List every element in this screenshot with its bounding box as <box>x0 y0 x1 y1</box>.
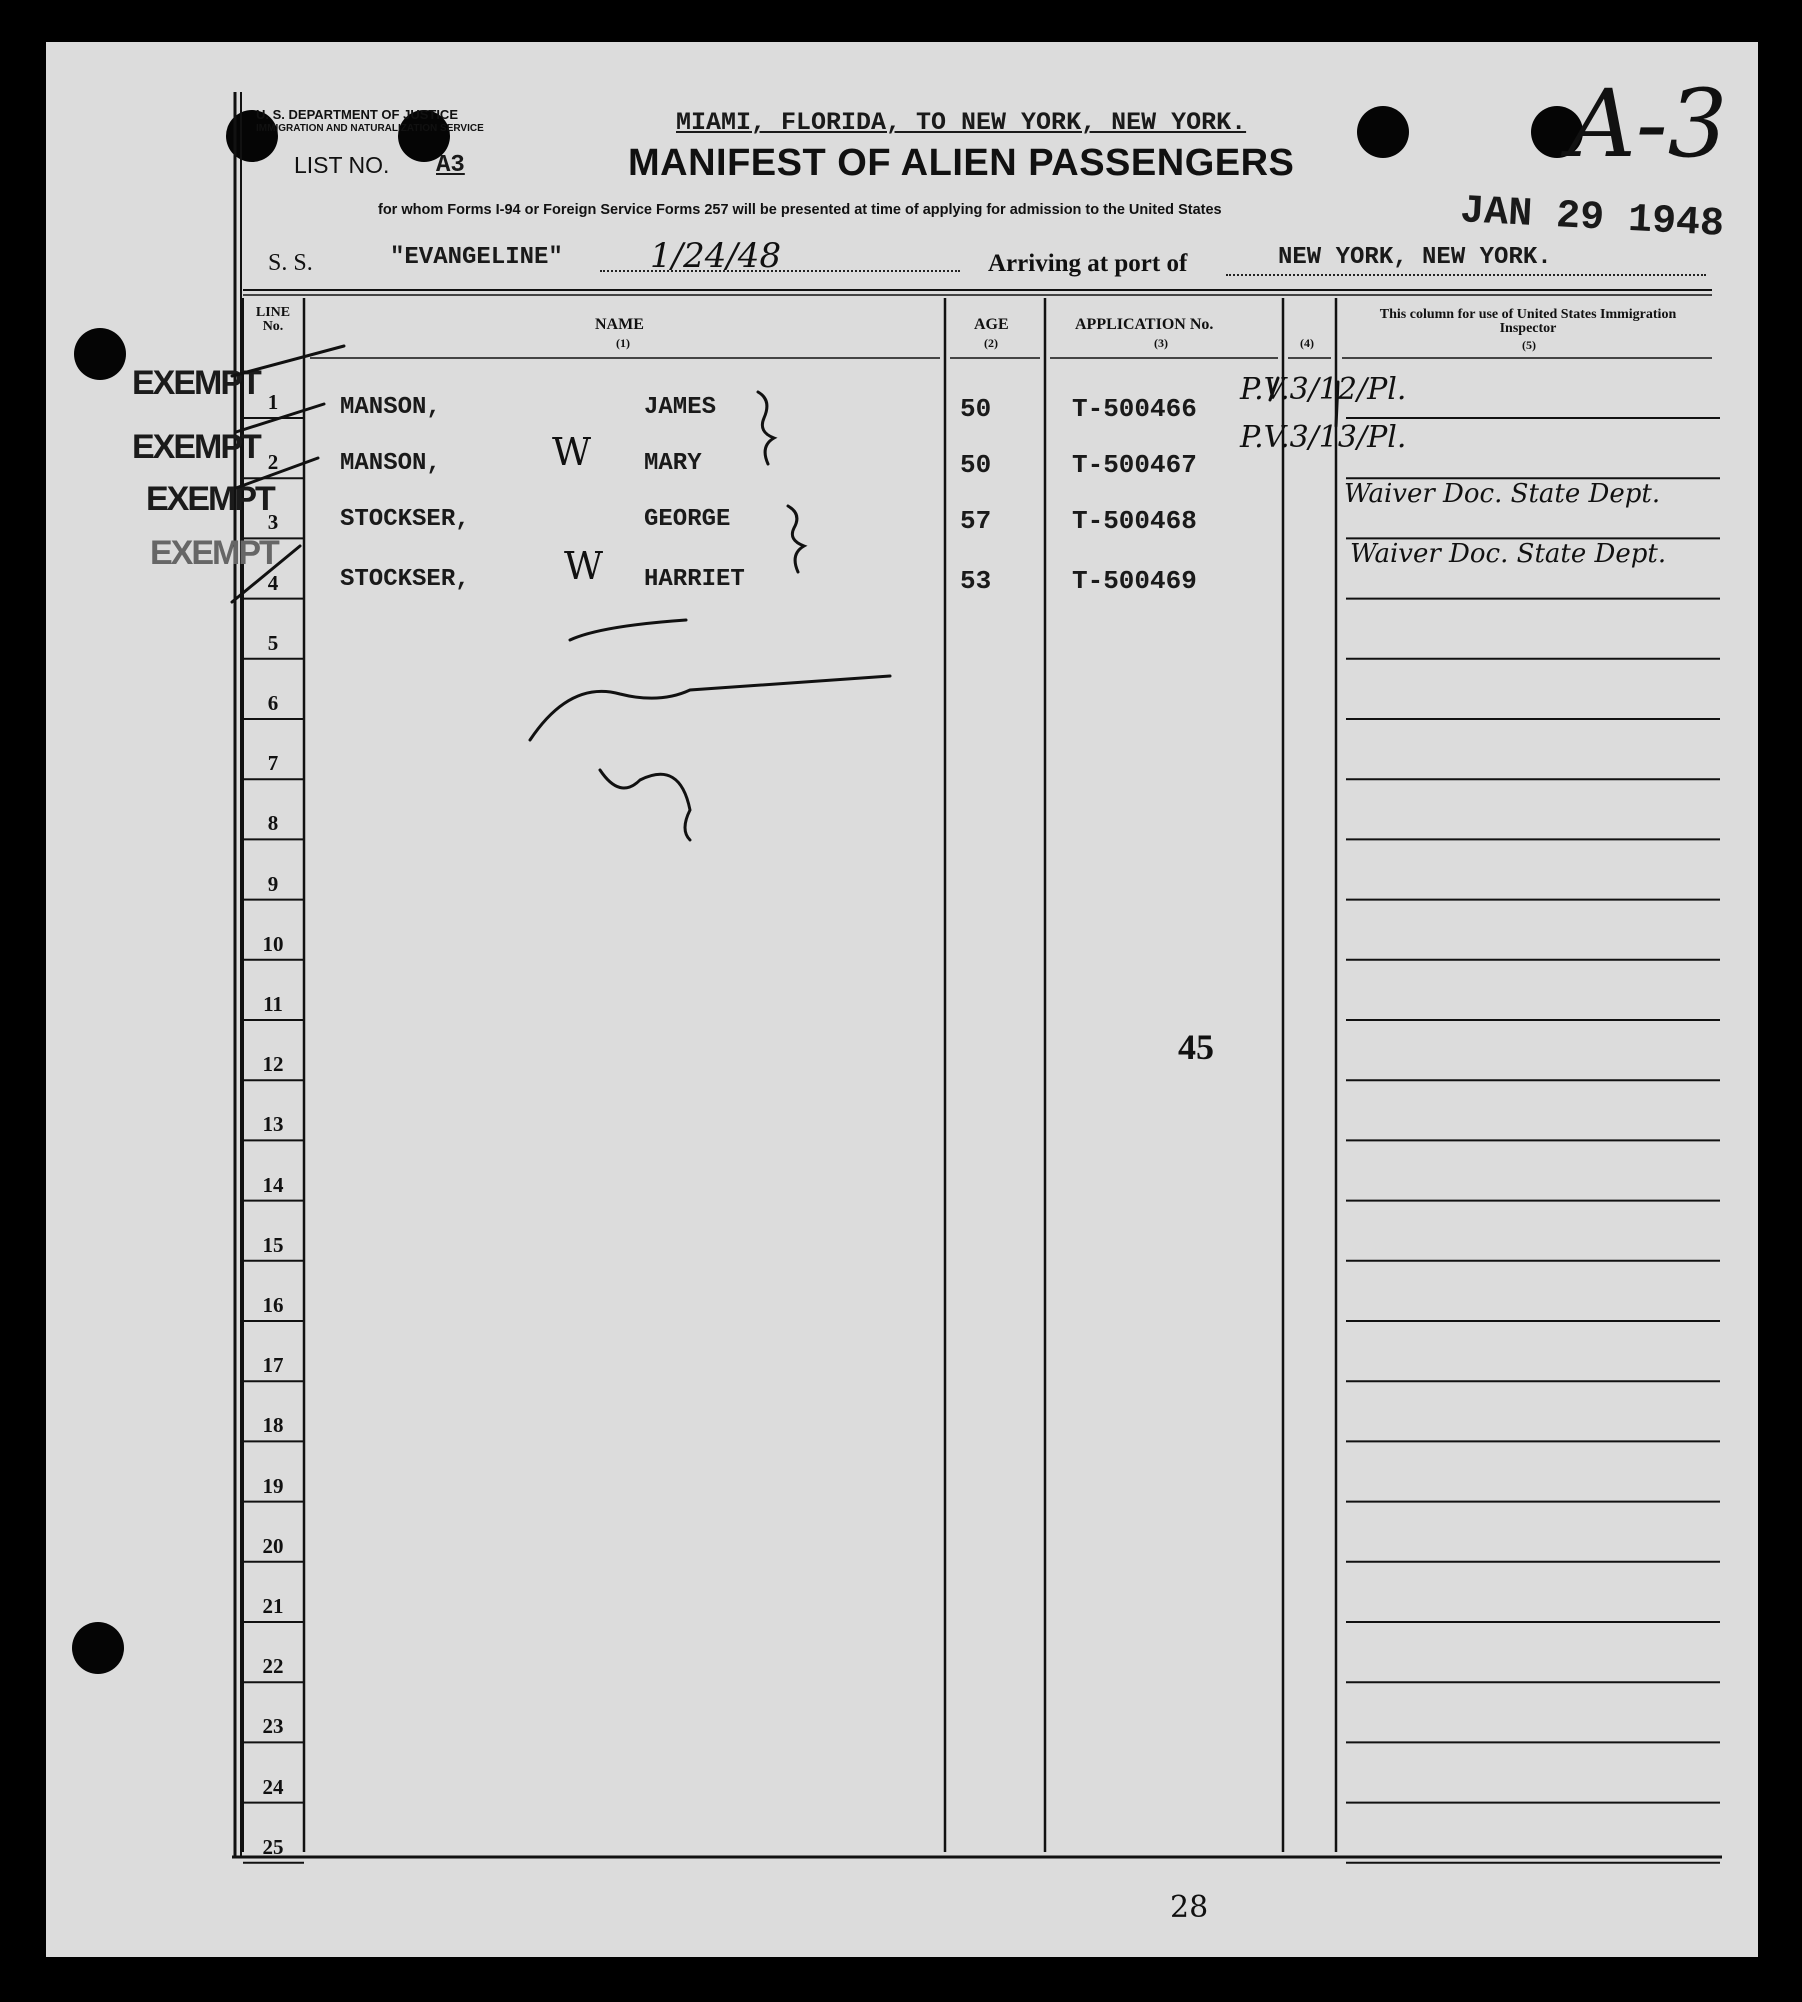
brace-mark <box>758 392 774 464</box>
passenger-surname: STOCKSER, <box>340 566 470 593</box>
col-header-4: (4) <box>1300 336 1314 350</box>
passenger-surname: MANSON, <box>340 450 441 477</box>
passenger-age: 57 <box>960 506 992 536</box>
line-number: 22 <box>262 1654 284 1679</box>
port-name: NEW YORK, NEW YORK. <box>1278 244 1552 271</box>
ship-name: "EVANGELINE" <box>390 244 563 271</box>
note-mark <box>1336 382 1338 426</box>
line-number: 20 <box>262 1533 284 1558</box>
col-header-line: LINE No. <box>255 305 291 334</box>
passenger-surname: MANSON, <box>340 394 441 421</box>
corner-mark: A-3 <box>1568 70 1728 179</box>
line-number: 8 <box>267 811 279 836</box>
line-number: 16 <box>262 1293 284 1317</box>
ss-label: S. S. <box>268 250 313 276</box>
line-number: 4 <box>267 570 279 595</box>
line-number: 10 <box>262 931 284 956</box>
signature-stroke <box>570 620 686 640</box>
inspector-note: Waiver Doc. State Dept. <box>1344 479 1661 509</box>
check-mark <box>236 404 324 432</box>
passenger-age: 50 <box>960 450 992 480</box>
exempt-stamp: EXEMPT <box>132 428 260 466</box>
list-no-label: LIST NO. <box>294 152 390 178</box>
signature-stroke <box>600 770 690 840</box>
passenger-given-name: GEORGE <box>644 506 731 533</box>
line-number: 12 <box>262 1052 284 1077</box>
passenger-given-name: HARRIET <box>644 566 745 593</box>
line-number: 15 <box>262 1232 284 1257</box>
exempt-stamp: EXEMPT <box>150 534 278 572</box>
brace-mark <box>788 506 804 572</box>
line-number: 21 <box>262 1594 284 1618</box>
route-line: MIAMI, FLORIDA, TO NEW YORK, NEW YORK. <box>676 108 1247 137</box>
passenger-given-name: JAMES <box>644 394 717 421</box>
line-number: 23 <box>262 1714 284 1739</box>
form-subtitle: for whom Forms I-94 or Foreign Service Forms 257 will be presented at time of applying for admission to the United States <box>378 202 1222 218</box>
line-number: 17 <box>262 1353 284 1378</box>
department-line-1: U. S. DEPARTMENT OF JUSTICE <box>256 107 458 122</box>
department-line-2: IMMIGRATION AND NATURALIZATION SERVICE <box>256 123 484 134</box>
application-number: T-500467 <box>1072 450 1197 480</box>
exempt-stamp: EXEMPT <box>132 364 260 402</box>
passenger-age: 53 <box>960 566 992 596</box>
line-number: 19 <box>262 1473 284 1498</box>
col-header-inspector-num: (5) <box>1522 338 1536 352</box>
passenger-age: 50 <box>960 394 992 424</box>
line-number: 18 <box>262 1413 284 1438</box>
line-number: 5 <box>267 630 279 655</box>
inspector-note: P.V.3/13/Pl. <box>1240 420 1407 455</box>
application-number: T-500468 <box>1072 506 1197 536</box>
col-header-age: AGE <box>974 316 1009 333</box>
check-mark <box>232 346 344 376</box>
passenger-given-name: MARY <box>644 450 702 477</box>
check-mark <box>236 458 318 488</box>
total-count: 45 <box>1178 1027 1214 1067</box>
col-header-name-num: (1) <box>616 336 630 350</box>
line-number: 3 <box>267 510 279 535</box>
page-title: MANIFEST OF ALIEN PASSENGERS <box>628 142 1295 184</box>
list-no-value: A3 <box>436 152 465 179</box>
line-number: 25 <box>262 1834 284 1859</box>
wife-mark: W <box>564 544 604 588</box>
inspector-note: Waiver Doc. State Dept. <box>1350 539 1667 569</box>
line-number: 13 <box>262 1112 284 1137</box>
col-header-application-num: (3) <box>1154 336 1168 350</box>
wife-mark: W <box>552 430 592 474</box>
col-header-inspector: This column for use of United States Immigration Inspector <box>1379 307 1677 336</box>
col-header-application: APPLICATION No. <box>1075 316 1214 333</box>
application-number: T-500466 <box>1072 394 1197 424</box>
ship-date: 1/24/48 <box>650 236 782 276</box>
note-mark <box>1270 378 1278 400</box>
arriving-label: Arriving at port of <box>988 250 1188 277</box>
line-number: 1 <box>267 390 279 414</box>
line-number: 6 <box>267 691 279 715</box>
passenger-surname: STOCKSER, <box>340 506 470 533</box>
line-number: 11 <box>263 992 283 1016</box>
col-header-age-num: (2) <box>984 336 998 350</box>
exempt-stamp: EXEMPT <box>146 480 274 518</box>
col-header-name: NAME <box>595 316 644 333</box>
line-number: 24 <box>262 1774 284 1799</box>
line-number: 2 <box>267 450 279 475</box>
signature-stroke <box>530 676 890 740</box>
line-number: 14 <box>262 1172 284 1197</box>
application-number: T-500469 <box>1072 566 1197 596</box>
check-mark <box>232 546 300 602</box>
inspector-note: P.V.3/12/Pl. <box>1240 372 1407 407</box>
line-number: 9 <box>267 871 279 896</box>
bottom-number: 28 <box>1170 1890 1209 1925</box>
date-stamp: JAN 29 1948 <box>1459 189 1726 248</box>
line-number: 7 <box>267 751 279 776</box>
